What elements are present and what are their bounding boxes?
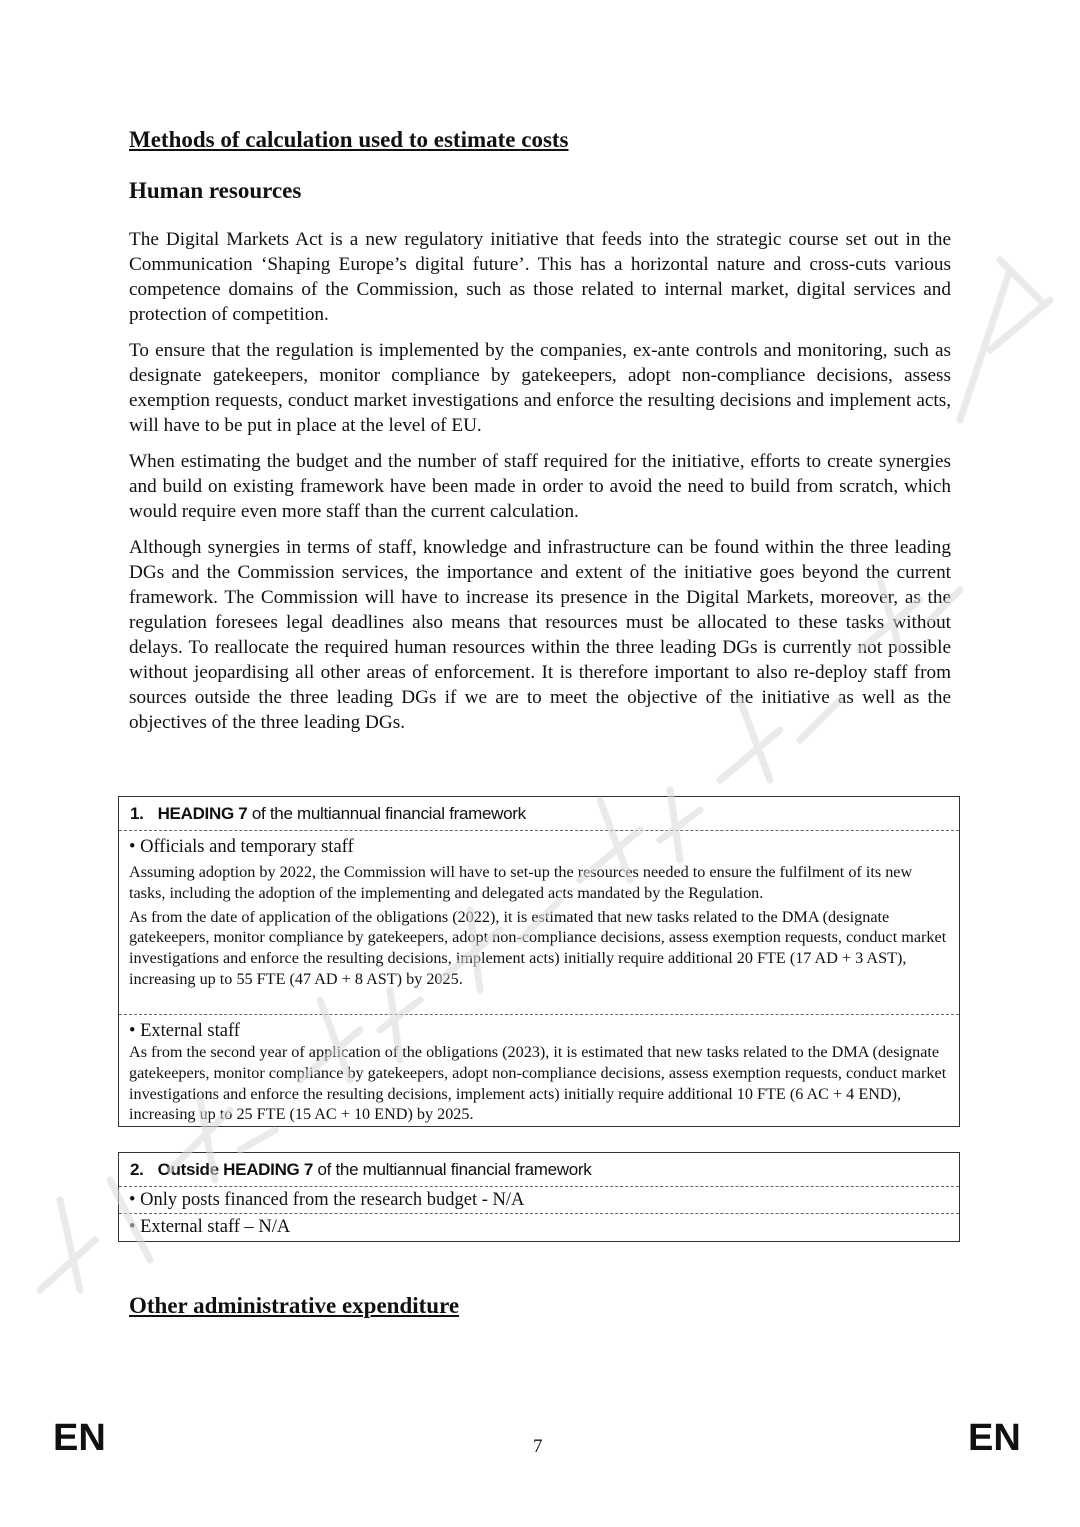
external-staff-title: • External staff [129,1021,240,1041]
heading-7-table [118,796,960,1127]
paragraph-4: Although synergies in terms of staff, knowledge and infrastructure can be found within the three leading DGs and the Commission services, the importance and extent of the initiative goes beyond the current framework. The Commission will have to increase its presence in the Digital Markets, moreover, as the regulation foresees legal deadlines also means that resources must be allocated to these tasks without delays. To reallocate the required human resources within the three leading DGs is currently not possible without jeopardising all other areas of enforcement. It is therefore important to also re-deploy staff from sources outside the three leading DGs if we are to meet the objective of the initiative as well as the objectives of the three leading DGs. [129,537,951,733]
officials-title: • Officials and temporary staff [129,837,354,857]
external-staff-line: • External staff – N/A [129,1217,291,1237]
paragraph-1: The Digital Markets Act is a new regulatory initiative that feeds into the strategic course set out in the Communication ‘Shaping Europe’s digital future’. This has a horizontal nature and cross-cuts various competence domains of the Commission, such as those related to internal market, digital services and protection of competition. [129,229,951,325]
paragraph-2: To ensure that the regulation is implemented by the companies, ex-ante controls and monitoring, such as designate gatekeepers, monitor compliance by gatekeepers, adopt non-compliance decisions, assess exemption requests, conduct market investigations and enforce the resulting decisions and implement acts, will have to be put in place at the level of EU. [129,340,951,436]
officials-section [119,831,959,1015]
language-code-right: EN [968,1417,1021,1459]
research-budget-line: • Only posts financed from the research budget - N/A [119,1187,959,1214]
page-number: 7 [533,1436,543,1457]
table-heading-rest: of the multiannual financial framework [313,1160,592,1179]
subsection-title-human-resources: Human resources [129,178,302,203]
table-heading: HEADING 7 [157,804,248,823]
table-heading: Outside HEADING 7 [157,1160,314,1179]
outside-heading-7-table [118,1152,960,1242]
table-heading-rest: of the multiannual financial framework [247,804,526,823]
outside-heading-7-table-header [119,1153,959,1187]
table-number: 2. [130,1160,144,1179]
external-staff-paragraph: As from the second year of application of the obligations (2023), it is estimated that new tasks related to the DMA (designate gatekeepers, monitor compliance by gatekeepers, adopt non-compliance decisions, assess exemption requests, conduct market investigations and enforce the resulting decisions, implement acts) initially require additional 10 FTE (6 AC + 4 END), increasing up to 25 FTE (15 AC + 10 END) by 2025. [129,1043,947,1124]
heading-7-table-header [119,797,959,831]
section-title-other-admin: Other administrative expenditure [129,1293,460,1318]
page-title: Methods of calculation used to estimate costs [129,127,569,152]
table-number: 1. [130,804,144,823]
officials-paragraph-1: Assuming adoption by 2022, the Commission will have to set-up the resources needed to ensure the fulfilment of its new tasks, including the adoption of the implementing and delegated acts mandated by the Regulation. [129,863,913,902]
officials-paragraph-2: As from the date of application of the obligations (2022), it is estimated that new tasks related to the DMA (designate gatekeepers, monitor compliance by gatekeepers, adopt non-compliance decisions, assess exemption requests, conduct market investigations and enforce the resulting decisions, implement acts) initially require additional 20 FTE (17 AD + 3 AST), increasing up to 55 FTE (47 AD + 8 AST) by 2025. [129,907,947,988]
paragraph-3: When estimating the budget and the number of staff required for the initiative, efforts to create synergies and build on existing framework have been made in order to avoid the need to build from scratch, which would require even more staff than the current calculation. [129,451,951,522]
external-staff-section [119,1015,959,1125]
language-code-left: EN [53,1417,106,1459]
